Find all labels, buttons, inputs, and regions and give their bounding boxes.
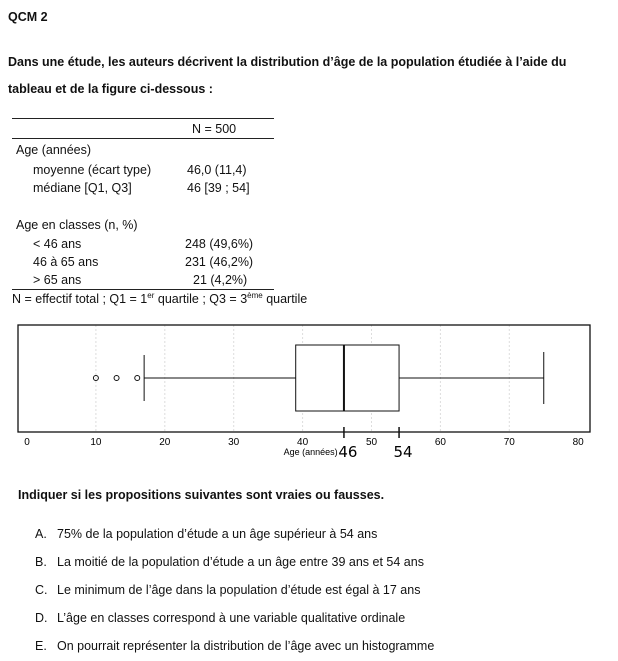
option-text: On pourrait représenter la distribution de l’âge avec un histogramme (57, 639, 435, 653)
x-tick-label: 0 (24, 437, 30, 448)
option-d (35, 611, 405, 625)
table-header: N = 500 (192, 122, 237, 136)
option-letter: C. (35, 583, 48, 597)
question-prompt: Indiquer si les propositions suivantes sont vraies ou fausses. (18, 488, 385, 502)
intro-line-1: Dans une étude, les auteurs décrivent la distribution d’âge de la population étudiée à l’aide du (8, 55, 567, 69)
x-tick-label: 80 (572, 437, 584, 448)
row-label: 46 à 65 ans (33, 255, 99, 269)
option-b (35, 555, 424, 569)
outlier-point (114, 376, 119, 381)
row-value: 46,0 (11,4) (187, 163, 247, 177)
option-letter: B. (35, 555, 47, 569)
option-text: L’âge en classes correspond à une variable qualitative ordinale (57, 611, 406, 625)
row-label: moyenne (écart type) (33, 163, 152, 177)
row-value: 248 (49,6%) (185, 237, 254, 251)
row-label: < 46 ans (33, 237, 82, 251)
option-a (35, 527, 377, 541)
x-axis-label: Age (années) (283, 447, 338, 457)
handwritten-annotation: 46 (338, 443, 358, 461)
row-label: > 65 ans (33, 273, 82, 287)
table-footnote: N = effectif total ; Q1 = 1er quartile ; Q3 = 3ème quartile (12, 291, 308, 307)
boxplot-chart (0, 315, 618, 465)
option-letter: E. (35, 639, 47, 653)
x-tick-label: 20 (159, 437, 171, 448)
option-e (35, 639, 434, 653)
group-label: Age en classes (n, %) (16, 218, 138, 232)
x-tick-label: 40 (297, 437, 309, 448)
row-value: 46 [39 ; 54] (187, 181, 250, 195)
option-text: 75% de la population d’étude a un âge supérieur à 54 ans (57, 527, 378, 541)
question-title: QCM 2 (8, 10, 48, 24)
x-tick-label: 70 (503, 437, 515, 448)
x-tick-label: 30 (228, 437, 240, 448)
row-label: médiane [Q1, Q3] (33, 181, 132, 195)
group-label: Age (années) (16, 143, 92, 157)
x-tick-label: 50 (365, 437, 378, 448)
handwritten-annotation: 54 (393, 443, 413, 461)
intro-line-2: tableau et de la figure ci-dessous : (8, 82, 213, 96)
option-text: La moitié de la population d’étude a un âge entre 39 ans et 54 ans (57, 555, 424, 569)
option-letter: D. (35, 611, 48, 625)
iqr-box (296, 345, 399, 411)
option-text: Le minimum de l’âge dans la population d’étude est égal à 17 ans (57, 583, 421, 597)
row-value: 231 (46,2%) (185, 255, 254, 269)
x-tick-label: 10 (90, 437, 102, 448)
outlier-point (135, 376, 140, 381)
row-value: 21 (4,2%) (193, 273, 248, 287)
option-c (35, 583, 420, 597)
x-tick-label: 60 (434, 437, 446, 448)
option-letter: A. (35, 527, 47, 541)
